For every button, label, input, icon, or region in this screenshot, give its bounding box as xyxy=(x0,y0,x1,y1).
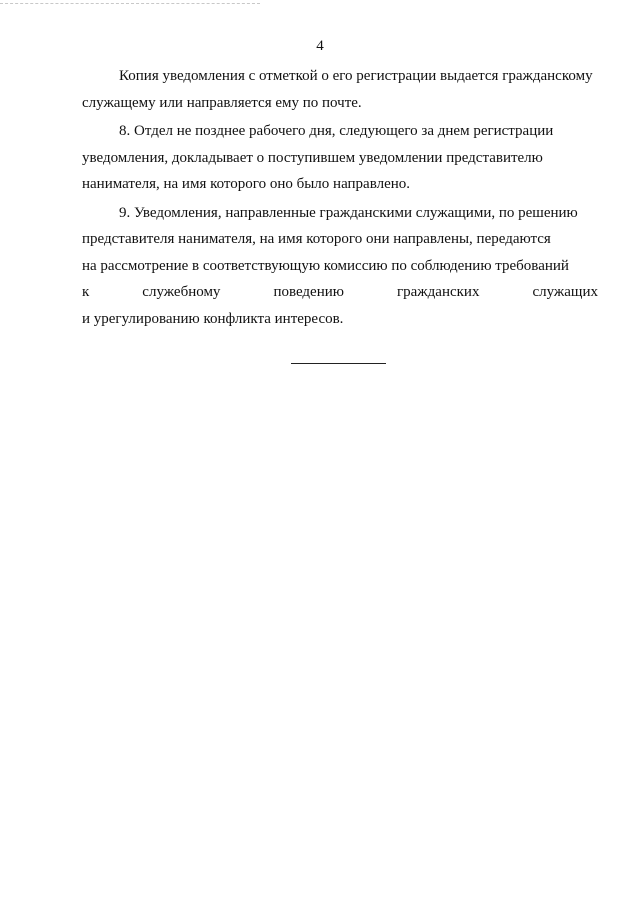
text-line: нанимателя, на имя которого оно было направлено. xyxy=(82,176,411,192)
text-line: на рассмотрение в соответствующую комиссию по соблюдению требований xyxy=(82,257,569,274)
page-number: 4 xyxy=(316,38,324,54)
text-line-justified xyxy=(82,279,598,306)
text-line: представителя нанимателя, на имя которого они направлены, передаются xyxy=(82,231,551,247)
document-body xyxy=(82,63,598,334)
word: гражданских xyxy=(396,284,480,300)
paragraph-item-8 xyxy=(82,118,598,198)
word: поведению xyxy=(273,284,344,300)
text-line: Копия уведомления с отметкой о его регистрации выдается гражданскому xyxy=(119,68,593,84)
text-line: 8. Отдел не позднее рабочего дня, следующего за днем регистрации xyxy=(119,123,554,139)
word: служебному xyxy=(142,284,221,300)
end-of-text-rule xyxy=(291,363,386,364)
text-line: и урегулированию конфликта интересов. xyxy=(82,310,344,327)
paragraph-copy-notice xyxy=(82,63,598,116)
text-line: служащему или направляется ему по почте. xyxy=(82,94,362,111)
word: к xyxy=(82,284,90,300)
paragraph-item-9 xyxy=(82,200,598,333)
text-line: уведомления, докладывает о поступившем уведомлении представителю xyxy=(82,149,543,166)
scan-edge-mark xyxy=(0,3,260,4)
text-line: 9. Уведомления, направленные гражданскими служащими, по решению xyxy=(119,204,578,221)
word: служащих xyxy=(532,284,598,300)
